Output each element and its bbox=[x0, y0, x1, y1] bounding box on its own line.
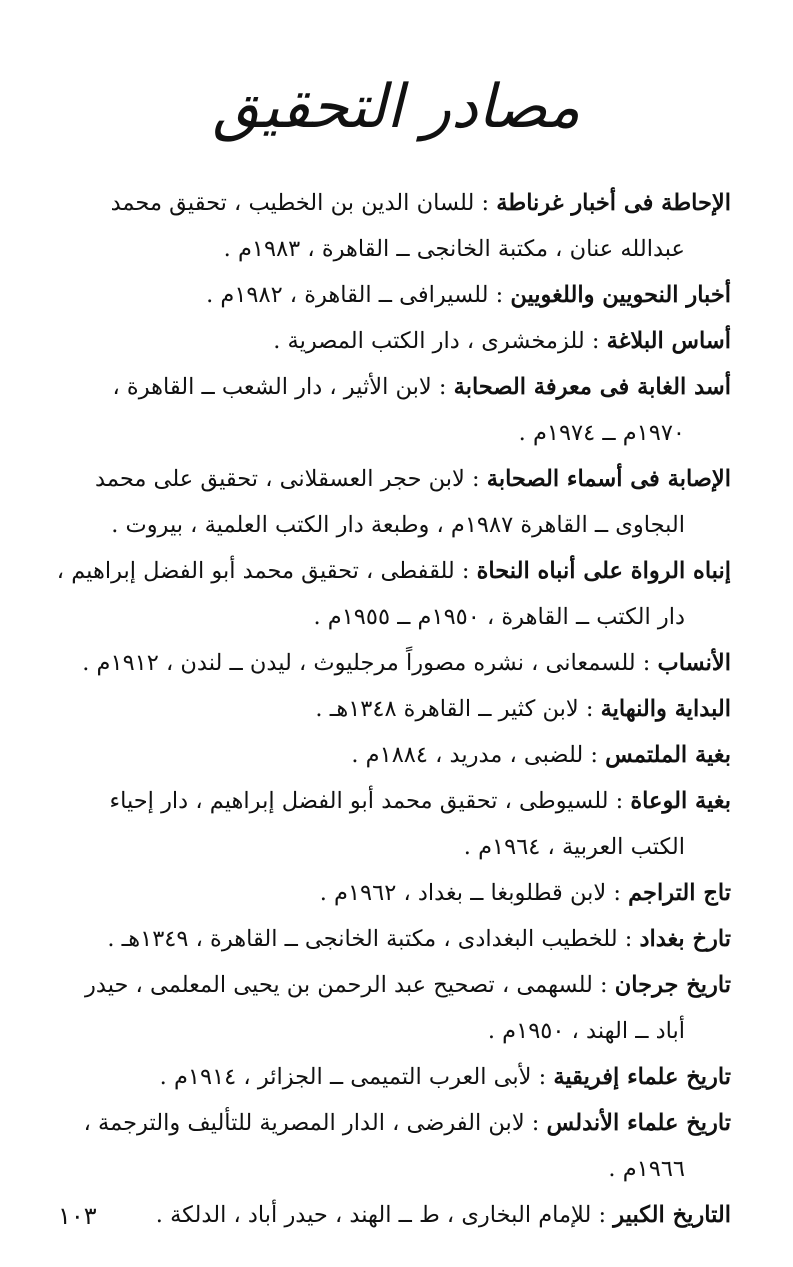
entry-text: : لابن كثير ــ القاهرة ١٣٤٨هـ . bbox=[315, 696, 601, 722]
entry-term: بغية الملتمس bbox=[605, 742, 731, 768]
entry-text: : للسيوطى ، تحقيق محمد أبو الفضل إبراهيم ، دار إحياء bbox=[109, 788, 631, 814]
entry-continuation-line: البجاوى ــ القاهرة ١٩٨٧م ، وطبعة دار الكتب العلمية ، بيروت . bbox=[111, 512, 685, 538]
entry-term: الأنساب bbox=[657, 650, 731, 676]
entry-term: تاريخ علماء الأندلس bbox=[546, 1110, 731, 1136]
entry-term: الإصابة فى أسماء الصحابة bbox=[486, 466, 731, 492]
bibliography-entry bbox=[51, 272, 731, 318]
entry-text: : لابن قطلوبغا ــ بغداد ، ١٩٦٢م . bbox=[319, 880, 629, 906]
entry-first-line bbox=[51, 686, 731, 732]
bibliography-entry bbox=[51, 1192, 731, 1238]
entry-text: : للسيرافى ــ القاهرة ، ١٩٨٢م . bbox=[206, 282, 511, 308]
entry-first-line bbox=[51, 870, 731, 916]
bibliography-entry bbox=[51, 916, 731, 962]
entry-first-line bbox=[51, 548, 731, 594]
entry-continuation-line: دار الكتب ــ القاهرة ، ١٩٥٠م ــ ١٩٥٥م . bbox=[313, 604, 685, 630]
entry-first-line bbox=[51, 732, 731, 778]
bibliography-entry bbox=[51, 732, 731, 778]
entry-continuation-line: عبدالله عنان ، مكتبة الخانجى ــ القاهرة ، ١٩٨٣م . bbox=[223, 236, 685, 262]
bibliography-entry bbox=[51, 456, 731, 548]
entry-text: : لابن الفرضى ، الدار المصرية للتأليف والترجمة ، bbox=[83, 1110, 547, 1136]
bibliography-entry bbox=[51, 686, 731, 732]
entry-text: : لأبى العرب التميمى ــ الجزائر ، ١٩١٤م . bbox=[159, 1064, 554, 1090]
entry-first-line bbox=[51, 272, 731, 318]
entry-term: إنباه الرواة على أنباه النحاة bbox=[476, 558, 731, 584]
entry-first-line bbox=[51, 364, 731, 410]
bibliography-entry bbox=[51, 778, 731, 870]
entry-text: : لابن حجر العسقلانى ، تحقيق على محمد bbox=[95, 466, 487, 492]
entry-term: تاريخ علماء إفريقية bbox=[553, 1064, 731, 1090]
entry-text: : للسان الدين بن الخطيب ، تحقيق محمد bbox=[110, 190, 497, 216]
entry-term: أساس البلاغة bbox=[606, 328, 731, 354]
entry-text: : للقفطى ، تحقيق محمد أبو الفضل إبراهيم ، bbox=[56, 558, 477, 584]
bibliography-entry bbox=[51, 548, 731, 640]
entry-first-line bbox=[51, 1054, 731, 1100]
bibliography-entry bbox=[51, 180, 731, 272]
bibliography-list bbox=[51, 180, 731, 1238]
entry-text: : للسهمى ، تصحيح عبد الرحمن بن يحيى المعلمى ، حيدر bbox=[85, 972, 615, 998]
bibliography-entry bbox=[51, 318, 731, 364]
entry-term: تارخ بغداد bbox=[639, 926, 731, 952]
entry-term: أسد الغابة فى معرفة الصحابة bbox=[453, 374, 731, 400]
entry-continuation-line: أباد ــ الهند ، ١٩٥٠م . bbox=[487, 1018, 685, 1044]
entry-first-line bbox=[51, 1192, 731, 1238]
bibliography-entry bbox=[51, 364, 731, 456]
entry-text: : للسمعانى ، نشره مصوراً مرجليوث ، ليدن ــ لندن ، ١٩١٢م . bbox=[82, 650, 658, 676]
entry-continuation-line: الكتب العربية ، ١٩٦٤م . bbox=[463, 834, 685, 860]
entry-text: : للإمام البخارى ، ط ــ الهند ، حيدر أباد ، الدلكة . bbox=[155, 1202, 614, 1228]
entry-first-line bbox=[51, 1100, 731, 1146]
entry-text: : للضبى ، مدريد ، ١٨٨٤م . bbox=[351, 742, 606, 768]
entry-term: البداية والنهاية bbox=[600, 696, 731, 722]
bibliography-entry bbox=[51, 640, 731, 686]
entry-text: : لابن الأثير ، دار الشعب ــ القاهرة ، bbox=[112, 374, 454, 400]
entry-term: الإحاطة فى أخبار غرناطة bbox=[496, 190, 731, 216]
entry-continuation-line: ١٩٦٦م . bbox=[608, 1156, 685, 1182]
bibliography-entry bbox=[51, 870, 731, 916]
entry-first-line bbox=[51, 916, 731, 962]
entry-continuation-line: ١٩٧٠م ــ ١٩٧٤م . bbox=[518, 420, 685, 446]
entry-term: تاريخ جرجان bbox=[614, 972, 731, 998]
entry-first-line bbox=[51, 778, 731, 824]
entry-first-line bbox=[51, 962, 731, 1008]
entry-first-line bbox=[51, 456, 731, 502]
entry-term: التاريخ الكبير bbox=[613, 1202, 731, 1228]
entry-term: أخبار النحويين واللغويين bbox=[510, 282, 731, 308]
bibliography-entry bbox=[51, 1054, 731, 1100]
entry-text: : للخطيب البغدادى ، مكتبة الخانجى ــ القاهرة ، ١٣٤٩هـ . bbox=[107, 926, 640, 952]
entry-term: بغية الوعاة bbox=[630, 788, 731, 814]
entry-text: : للزمخشرى ، دار الكتب المصرية . bbox=[273, 328, 607, 354]
entry-first-line bbox=[51, 640, 731, 686]
entry-first-line bbox=[51, 180, 731, 226]
bibliography-entry bbox=[51, 962, 731, 1054]
entry-term: تاج التراجم bbox=[628, 880, 731, 906]
page-title: مصادر التحقيق bbox=[212, 72, 581, 142]
bibliography-entry bbox=[51, 1100, 731, 1192]
entry-first-line bbox=[51, 318, 731, 364]
page-number: ١٠٣ bbox=[58, 1202, 97, 1230]
